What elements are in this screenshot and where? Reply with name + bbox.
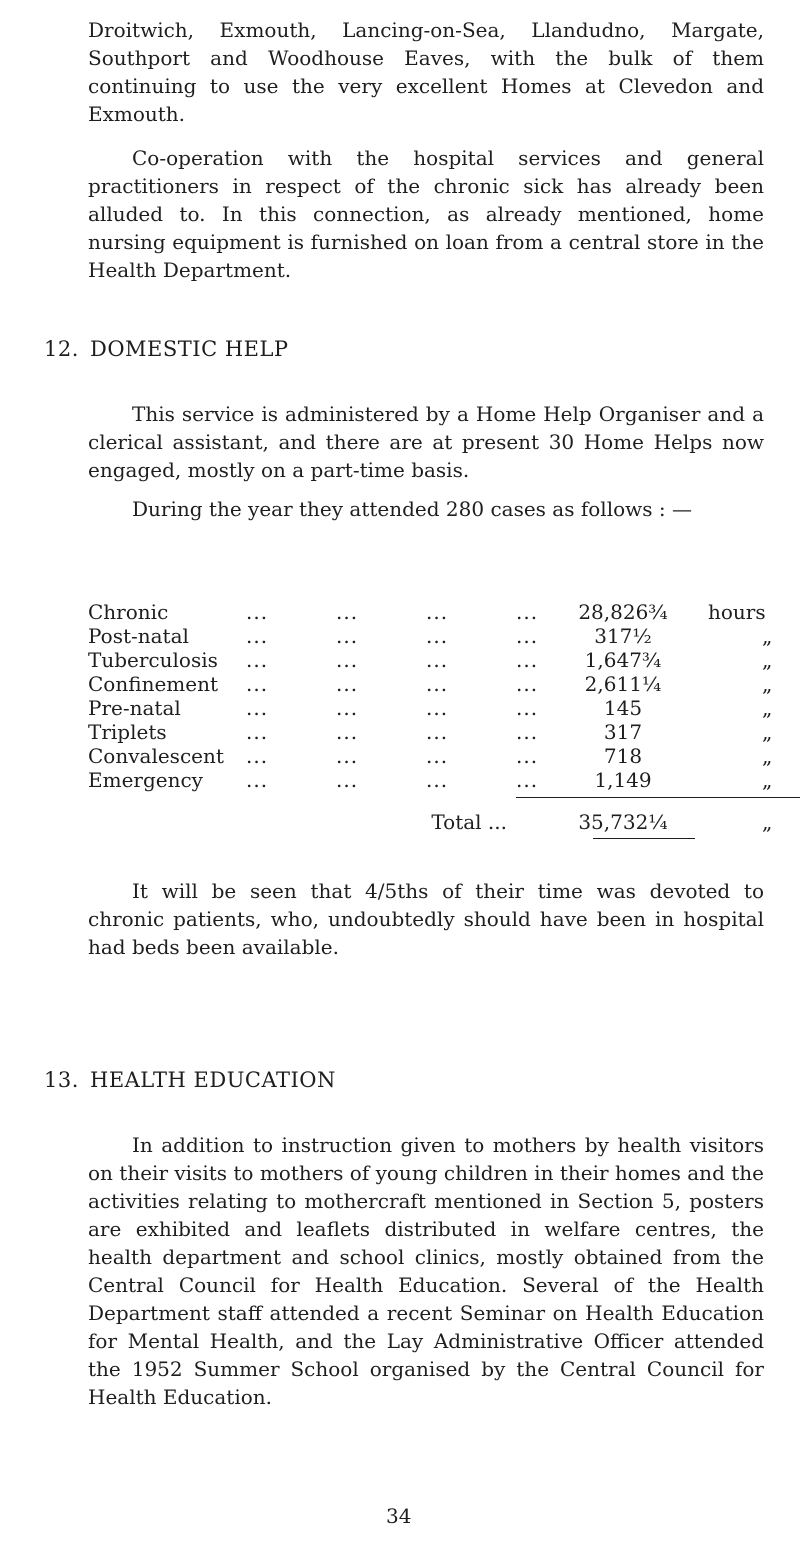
row-label: Emergency — [88, 768, 203, 792]
row-label: Tuberculosis — [88, 648, 218, 672]
section-12-title: DOMESTIC HELP — [90, 337, 289, 361]
section-13-number: 13. — [44, 1068, 79, 1092]
table-row — [88, 768, 800, 792]
row-label: Post-natal — [88, 624, 189, 648]
row-label: Triplets — [88, 720, 167, 744]
leader-dots: ... — [336, 720, 359, 744]
row-value: 28,826¾ — [578, 600, 668, 624]
row-label: Pre-natal — [88, 696, 181, 720]
table-row — [88, 672, 800, 696]
leader-dots: ... — [336, 648, 359, 672]
row-value: 145 — [603, 696, 643, 720]
total-unit: „ — [762, 810, 773, 834]
hours-table — [88, 600, 800, 834]
leader-dots: ... — [246, 720, 269, 744]
leader-dots: ... — [516, 744, 539, 768]
row-value: 718 — [603, 744, 643, 768]
row-value: 2,611¼ — [584, 672, 662, 696]
table-intro: During the year they attended 280 cases as follows : — — [132, 497, 692, 521]
health-education-paragraph: In addition to instruction given to mothers by health visitors on their visits to mothers of young children in their homes and the activities relating to mothercraft mentioned in Section 5, posters are exhibited and leaflets distributed in welfare centres, the health department and school clinics, mostly obtained from the Central Council for Health Education. Several of the Health Department staff attended a recent Seminar on Health Education for Mental Health, and the Lay Administrative Officer attended the 1952 Summer School organised by the Central Council for Health Education. — [88, 1133, 764, 1409]
leader-dots: ... — [516, 624, 539, 648]
row-value: 1,149 — [594, 768, 652, 792]
row-unit-ditto: „ — [762, 768, 773, 792]
leader-dots: ... — [246, 648, 269, 672]
section-13-heading — [44, 1066, 336, 1094]
row-unit-ditto: „ — [762, 696, 773, 720]
leader-dots: ... — [516, 720, 539, 744]
row-unit-hours: hours — [708, 600, 766, 624]
table-total-row — [88, 810, 800, 834]
total-value: 35,732¼ — [578, 810, 668, 834]
table-row — [88, 600, 800, 624]
table-row — [88, 720, 800, 744]
leader-dots: ... — [426, 744, 449, 768]
row-label: Convalescent — [88, 744, 224, 768]
section-13-title: HEALTH EDUCATION — [90, 1068, 336, 1092]
table-total-rule-bottom — [593, 838, 695, 839]
row-unit-ditto: „ — [762, 648, 773, 672]
intro-paragraph: Droitwich, Exmouth, Lancing-on-Sea, Llandudno, Margate, Southport and Woodhouse Eaves, with the bulk of them continuing to use the very excellent Homes at Clevedon and Exmouth. — [88, 18, 764, 126]
row-value: 317½ — [594, 624, 652, 648]
leader-dots: ... — [426, 648, 449, 672]
table-total-rule-top — [516, 797, 800, 798]
row-label: Confinement — [88, 672, 218, 696]
leader-dots: ... — [516, 768, 539, 792]
row-unit-ditto: „ — [762, 720, 773, 744]
leader-dots: ... — [426, 720, 449, 744]
domestic-help-paragraph: This service is administered by a Home Help Organiser and a clerical assistant, and there are at present 30 Home Helps now engaged, mostly on a part-time basis. — [88, 402, 764, 482]
section-12-heading — [44, 335, 289, 363]
row-unit-ditto: „ — [762, 744, 773, 768]
leader-dots: ... — [336, 696, 359, 720]
leader-dots: ... — [426, 768, 449, 792]
table-row — [88, 696, 800, 720]
leader-dots: ... — [336, 768, 359, 792]
leader-dots: ... — [426, 600, 449, 624]
leader-dots: ... — [246, 744, 269, 768]
leader-dots: ... — [426, 696, 449, 720]
domestic-help-conclusion: It will be seen that 4/5ths of their time was devoted to chronic patients, who, undoubtedly should have been in hospital had beds been available. — [88, 879, 764, 959]
table-row — [88, 624, 800, 648]
leader-dots: ... — [246, 600, 269, 624]
leader-dots: ... — [516, 672, 539, 696]
leader-dots: ... — [246, 768, 269, 792]
total-label: Total ... — [431, 810, 507, 834]
leader-dots: ... — [516, 600, 539, 624]
leader-dots: ... — [246, 696, 269, 720]
leader-dots: ... — [426, 672, 449, 696]
table-row — [88, 648, 800, 672]
leader-dots: ... — [516, 648, 539, 672]
leader-dots: ... — [516, 696, 539, 720]
leader-dots: ... — [336, 600, 359, 624]
leader-dots: ... — [336, 624, 359, 648]
cooperation-paragraph: Co-operation with the hospital services and general practitioners in respect of the chronic sick has already been alluded to. In this connection, as already mentioned, home nursing equipment is furnished on loan from a central store in the Health Department. — [88, 146, 764, 282]
row-label: Chronic — [88, 600, 169, 624]
leader-dots: ... — [336, 672, 359, 696]
row-unit-ditto: „ — [762, 624, 773, 648]
leader-dots: ... — [336, 744, 359, 768]
leader-dots: ... — [246, 672, 269, 696]
section-12-number: 12. — [44, 337, 79, 361]
row-value: 1,647¾ — [584, 648, 662, 672]
leader-dots: ... — [246, 624, 269, 648]
row-unit-ditto: „ — [762, 672, 773, 696]
page-number: 34 — [386, 1504, 412, 1528]
leader-dots: ... — [426, 624, 449, 648]
row-value: 317 — [603, 720, 643, 744]
table-row — [88, 744, 800, 768]
